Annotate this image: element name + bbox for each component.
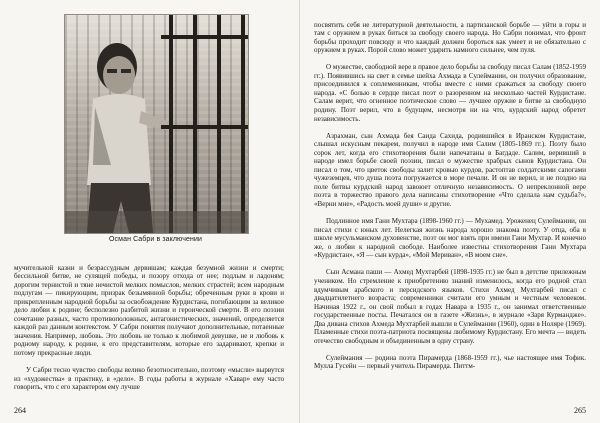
paragraph: У Сабри тесно чувство свободы велико безотносительно, поэтому «мысли» вырвутся из «художества» в практику, в «дело». В годы работы в журнале «Хавар» ему часто говорить, что с его характером ему лучше xyxy=(14,366,284,392)
paragraph: мучительной казни и безрассудным дервишам; каждая безумной жизни и смерти; бессильной битве, не сулящей победы, и позору отхода от нее; подлым и ладоням; дорогим тернистой и тяне нечистой мелких помыслов, мелких страстей; всем народным подлугам — пикирующим, призрак безымянной борьбы; обреченным руки в крови и прикрепленным народной борьбы за освобождение Курдистана, погибающим за великое дело любви к родине; бесполезно разбитой жизни и героической смерти. В его поэзии сочетание разных, часто противоположных, антагонистических, значений, определяется каждой раз данным контекстом. У Сабри понятия получают дополнительные, потаенные значения. Например, любовь. Это любовь не только к любимой девушке, не и любовь к родному народу, к родине, к его представителям, которые его задаривают, крепки и потому прекрасные люди. xyxy=(14,263,284,358)
page-number: 264 xyxy=(14,406,26,415)
photo-caption: Осман Сабри в заключении xyxy=(109,236,202,243)
portrait-photo xyxy=(64,14,249,234)
right-body-text xyxy=(314,12,586,400)
paragraph: Подлинное имя Гани Мухтара (1898-1960 гг.) — Мухамед. Уроженец Сулеймании, он писал стихи с юных лет. Нелегкая жизнь народа хорошо знакома поэту. У отца, оба в школе мусульманском духовенстве, поэт он мог взять при имени Гани Мухтар. И конечно же, о любви к народной свободе. Наиболее известны стихотворения Гани Мухтара «Курдистан», «Я — сын курда», «Мой Мериван», «В моем сне». xyxy=(314,217,586,260)
paragraph: Сулеймания — родина поэта Пирамерда (1868-1959 гг.), чье настоящее имя Тофик. Мулла Гусейн — первый учитель Пирамерда. Питтм- xyxy=(314,353,586,371)
right-page xyxy=(300,0,600,423)
left-body-text xyxy=(14,255,284,400)
paragraph: Азрахман, сын Ахмада бея Саида Сахида, родившийся в Иранском Курдистане, слышал искусным пекарем, получил в народе имя Салим (1805-1869 гг.). Поэту было сорок лет, когда его стихотворения были напечатаны в Багдаде. Салим, веривший в народе имел борьбе своей поэзии, писал о мужестве храбрых сынов Курдистана. Он писал о том, что цветок свободы залит кровью курдов, растоптав солдатскими сапогами чужеземцев, что душа поэта погружается в море печали. И он не верил, и не поздно на поле битвы курдский народ завоюет отличную независимость. О непреклонной вере поэта в торжество правого дела написаны стихотворение «Что сделала нам судьба?», «Верни мне», «Радость моей души» и другие. xyxy=(314,131,586,209)
paragraph: Сын Асмана паши — Ахмед Мухтарбей (1898-1935 гг.) не был в детстве прилежным учеником. Но стремление к приобретению знаний изменилось, когда его родной стал вдумчивым арабского и персидского языков. Стихи Ахмед Мухтарбей писал с двадцатилетнего возраста; современники считали его умным и честным человеком. Начиная 1922 г., он свой побыл в годах Навара в 1935 г., он занимал ответственные государственные посты. Печатался он в газете «Жизнь», в журнале «Заря Курмандже». Два дивана стихов Ахмеда Мухтарбей вышли в Сулеймании (1960), один в Ноляре (1969). Пламенные стихи поэта-патриота посвящены любимому Курдистану. Его мечта — видеть отечество свободным и объединенным в одну страну. xyxy=(314,268,586,345)
page-number: 265 xyxy=(574,406,586,415)
paragraph: посвятить себя не литературной деятельности, а партизанской борьбе — уйти в горы и там с оружием в руках биться за свободу своего народа. Но Сабри понимал, что фронт борьбы проходит повсюду и что каждый должен бороться как умеет и не обязательно с оружием в руках. Порой слово может ударить намного сильнее, чем пуля. xyxy=(314,20,586,55)
paragraph: О мужестве, свободной вере в правое дело борьбы за свободу писал Салам (1852-1959 гг.). Появившись на свет в семье шейха Ахмада в Сулеймании, он получил образование, присоединился к соплеменникам, чтобы вместе с ними сражаться за свободу своего народа. «С болью в сердце писал поэт о разоренном на несколько частей Курдистане. Салам верит, что огненное поэтическое слово — лучшее оружие в битве за свободную родину. Поэт верил, что в будущем, несмотря ни на что, курдский народ обретет независимость. xyxy=(314,63,586,123)
